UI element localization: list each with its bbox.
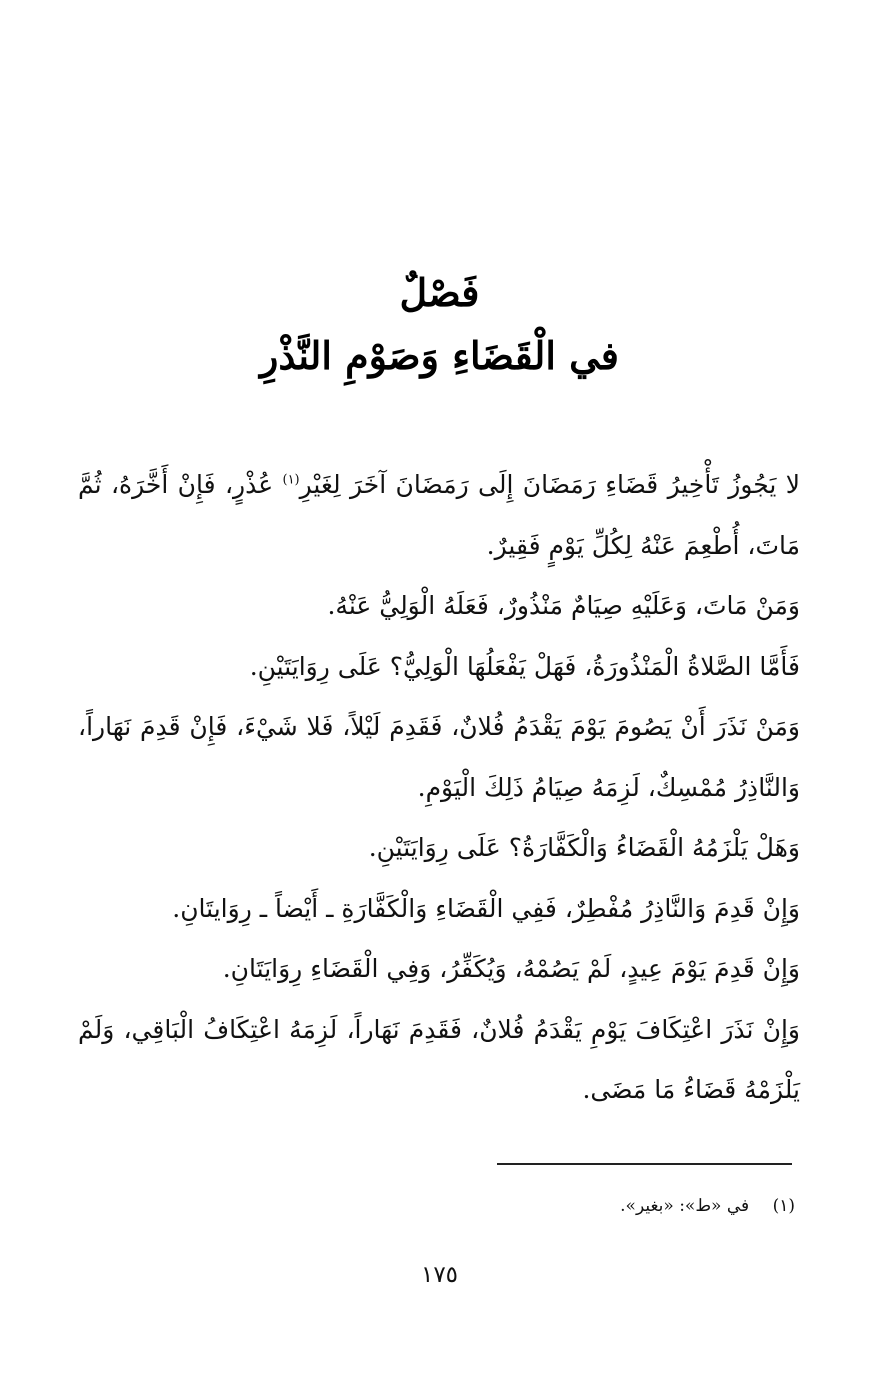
paragraph-text: لا يَجُوزُ تَأْخِيرُ قَضَاءِ رَمَضَانَ إِلَى رَمَضَانَ آخَرَ لِغَيْرِ	[299, 470, 801, 499]
paragraph-5: وَهَلْ يَلْزَمُهُ الْقَضَاءُ وَالْكَفَّارَةُ؟ عَلَى رِوَايَتَيْنِ.	[368, 833, 800, 862]
paragraph-2: وَمَنْ مَاتَ، وَعَلَيْهِ صِيَامٌ مَنْذُورٌ، فَعَلَهُ الْوَلِيُّ عَنْهُ.	[327, 591, 800, 620]
paragraph-6: وَإِنْ قَدِمَ وَالنَّاذِرُ مُفْطِرٌ، فَفِي الْقَضَاءِ وَالْكَفَّارَةِ ـ أَيْضاً ـ رِوَايتَانِ.	[172, 893, 800, 923]
paragraph-text: عُذْرٍ، فَإِنْ أَخَّرَهُ، ثُمَّ مَاتَ، أُطْعِمَ عَنْهُ لِكُلِّ يَوْمٍ فَقِيرٌ.	[78, 470, 800, 560]
footnote-divider	[497, 1163, 792, 1165]
footnote	[440, 1196, 795, 1216]
footnote-number: (١)	[772, 1196, 795, 1216]
page-number: ١٧٥	[420, 1262, 459, 1288]
section-heading: فَصْلٌ	[399, 270, 480, 315]
paragraph-7: وَإِنْ قَدِمَ يَوْمَ عِيدٍ، لَمْ يَصُمْهُ، وَيُكَفِّرُ، وَفِي الْقَضَاءِ رِوَايَتَانِ.	[222, 954, 800, 983]
paragraph-3: فَأَمَّا الصَّلاةُ الْمَنْذُورَةُ، فَهَلْ يَفْعَلُهَا الْوَلِيُّ؟ عَلَى رِوَايَتَيْنِ.	[249, 651, 800, 681]
paragraph-4: وَمَنْ نَذَرَ أَنْ يَصُومَ يَوْمَ يَقْدَمُ فُلانٌ، فَقَدِمَ لَيْلاً، فَلا شَيْءَ، فَإِنْ قَدِمَ نَهَاراً، وَالنَّاذِرُ مُمْسِكٌ، لَزِمَهُ صِيَامُ ذَلِكَ الْيَوْمِ.	[78, 712, 800, 802]
footnote-text: في «ط»: «بغير».	[620, 1196, 750, 1216]
paragraph-8: وَإِنْ نَذَرَ اعْتِكَافَ يَوْمِ يَقْدَمُ فُلانٌ، فَقَدِمَ نَهَاراً، لَزِمَهُ اعْتِكَافُ الْبَاقِي، وَلَمْ يَلْزَمْهُ قَضَاءُ مَا مَضَى.	[78, 1014, 800, 1104]
section-subheading: في الْقَضَاءِ وَصَوْمِ النَّذْرِ	[260, 333, 619, 378]
body-text	[78, 455, 800, 1121]
footnote-reference: (١)	[282, 472, 300, 488]
paragraph-1	[78, 455, 800, 576]
